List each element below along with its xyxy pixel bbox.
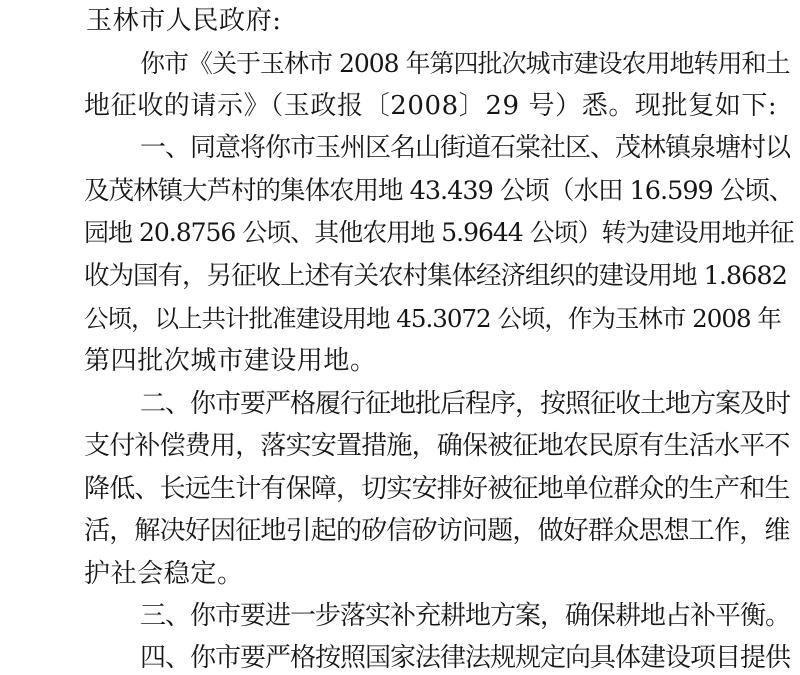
paragraph-3-line-2: 支付补偿费用，落实安置措施，确保被征地农民原有生活水平不 [84,431,790,461]
paragraph-3-line-3: 降低、长远生计有保障，切实安排好被征地单位群众的生产和生 [84,474,790,504]
paragraph-3-line-4: 活，解决好因征地引起的矽信矽访问题，做好群众思想工作，维 [84,516,790,546]
salutation: 玉林市人民政府: [86,6,282,36]
paragraph-5-line-1: 四、你市要严格按照国家法律法规规定向具体建设项目提供 [140,643,791,673]
paragraph-4-line-1: 三、你市要进一步落实补充耕地方案，确保耕地占补平衡。 [140,601,791,631]
paragraph-2-line-6: 第四批次城市建设用地。 [84,346,377,376]
paragraph-2-line-5: 公顷，以上共计批准建设用地 45.3072 公顷，作为玉林市 2008 年 [84,304,781,333]
paragraph-1-line-1: 你市《关于玉林市 2008 年第四批次城市建设农用地转用和土 [140,49,790,78]
paragraph-1-line-2: 地征收的请示》（玉政报〔2008〕29 号）悉。现批复如下: [84,91,778,121]
paragraph-2-line-4: 收为国有，另征收上述有关农村集体经济组织的建设用地 1.8682 [84,261,787,291]
paragraph-2-line-3: 园地 20.8756 公顷、其他农用地 5.9644 公顷）转为建设用地并征 [84,218,794,247]
paragraph-2-line-2: 及茂林镇大芦村的集体农用地 43.439 公顷（水田 16.599 公顷、 [84,176,794,206]
paragraph-3-line-1: 二、你市要严格履行征地批后程序，按照征收土地方案及时 [140,389,791,419]
paragraph-3-line-5: 护社会稳定。 [84,559,244,589]
paragraph-2-line-1: 一、同意将你市玉州区名山街道石棠社区、茂林镇泉塘村以 [140,133,791,163]
